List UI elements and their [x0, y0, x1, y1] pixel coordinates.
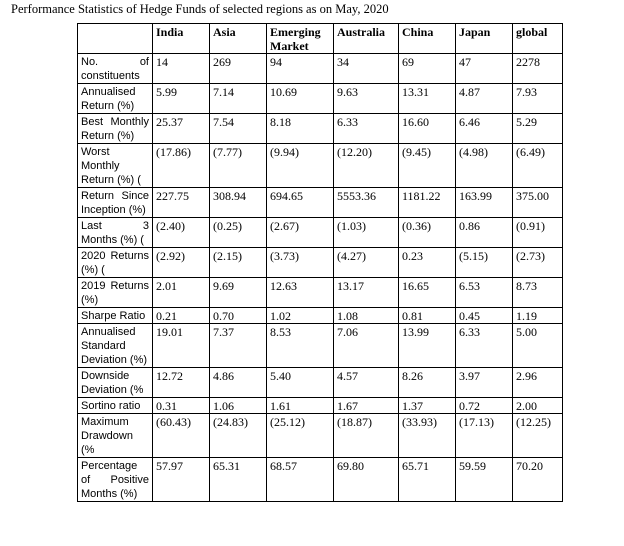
table-row — [78, 458, 563, 502]
table-cell: 0.72 — [456, 398, 513, 414]
table-cell: 227.75 — [153, 188, 210, 218]
row-label: 2020 Returns (%) ( — [78, 248, 153, 278]
table-row — [78, 278, 563, 308]
table-cell: 3.97 — [456, 368, 513, 398]
table-cell: 4.57 — [334, 368, 399, 398]
table-caption: Performance Statistics of Hedge Funds of selected regions as on May, 2020 — [11, 2, 389, 16]
table-cell: 25.37 — [153, 114, 210, 144]
table-cell: (12.20) — [334, 144, 399, 188]
table-row — [78, 114, 563, 144]
table-cell: 8.18 — [267, 114, 334, 144]
table-cell: 59.59 — [456, 458, 513, 502]
row-label: Last 3 Months (%) ( — [78, 218, 153, 248]
table-cell: 5.00 — [513, 324, 563, 368]
column-header: Japan — [456, 24, 513, 54]
table-cell: 0.81 — [399, 308, 456, 324]
table-cell: (4.98) — [456, 144, 513, 188]
table-cell: 0.70 — [210, 308, 267, 324]
table-cell: 94 — [267, 54, 334, 84]
table-cell: 694.65 — [267, 188, 334, 218]
table-cell: 5.99 — [153, 84, 210, 114]
table-cell: 69 — [399, 54, 456, 84]
table-row — [78, 54, 563, 84]
table-row — [78, 324, 563, 368]
table-cell: (0.36) — [399, 218, 456, 248]
table-cell: 34 — [334, 54, 399, 84]
table-cell: 6.53 — [456, 278, 513, 308]
table-cell: 10.69 — [267, 84, 334, 114]
column-header: Emerging Market — [267, 24, 334, 54]
table-cell: 8.26 — [399, 368, 456, 398]
column-header: global — [513, 24, 563, 54]
table-cell: (18.87) — [334, 414, 399, 458]
table-cell: 65.71 — [399, 458, 456, 502]
table-body — [78, 54, 563, 502]
table-cell: (1.03) — [334, 218, 399, 248]
column-header: India — [153, 24, 210, 54]
table-cell: 9.69 — [210, 278, 267, 308]
table-cell: (2.40) — [153, 218, 210, 248]
table-cell: (9.45) — [399, 144, 456, 188]
table-cell: 7.93 — [513, 84, 563, 114]
table-cell: 0.23 — [399, 248, 456, 278]
table-cell: 2.01 — [153, 278, 210, 308]
table-cell: (17.86) — [153, 144, 210, 188]
table-cell: 6.33 — [456, 324, 513, 368]
table-cell: 69.80 — [334, 458, 399, 502]
table-row — [78, 368, 563, 398]
table-cell: (60.43) — [153, 414, 210, 458]
table-cell: 2278 — [513, 54, 563, 84]
table-cell: 5.29 — [513, 114, 563, 144]
table-cell: 7.54 — [210, 114, 267, 144]
table-cell: 16.65 — [399, 278, 456, 308]
table-cell: (24.83) — [210, 414, 267, 458]
table-row — [78, 144, 563, 188]
table-cell: 0.31 — [153, 398, 210, 414]
row-label: Maximum Drawdown (% — [78, 414, 153, 458]
table-cell: 13.31 — [399, 84, 456, 114]
table-cell: (2.67) — [267, 218, 334, 248]
table-cell: 269 — [210, 54, 267, 84]
table-cell: 47 — [456, 54, 513, 84]
table-cell: (0.25) — [210, 218, 267, 248]
table-cell: 57.97 — [153, 458, 210, 502]
table-cell: 1.37 — [399, 398, 456, 414]
header-corner — [78, 24, 153, 54]
row-label: Annualised Return (%) — [78, 84, 153, 114]
row-label: Best Monthly Return (%) — [78, 114, 153, 144]
table-cell: 375.00 — [513, 188, 563, 218]
table-cell: 4.87 — [456, 84, 513, 114]
row-label: Annualised Standard Deviation (%) — [78, 324, 153, 368]
table-cell: 7.14 — [210, 84, 267, 114]
table-cell: 4.86 — [210, 368, 267, 398]
table-cell: 2.00 — [513, 398, 563, 414]
table-cell: 9.63 — [334, 84, 399, 114]
table-cell: 6.33 — [334, 114, 399, 144]
row-label: Sharpe Ratio — [78, 308, 153, 324]
row-label: Percentage of Positive Months (%) — [78, 458, 153, 502]
table-cell: (7.77) — [210, 144, 267, 188]
table-cell: (6.49) — [513, 144, 563, 188]
table-cell: 1.06 — [210, 398, 267, 414]
table-cell: 5553.36 — [334, 188, 399, 218]
table-cell: (9.94) — [267, 144, 334, 188]
table-cell: (33.93) — [399, 414, 456, 458]
table-cell: (2.15) — [210, 248, 267, 278]
table-cell: (12.25) — [513, 414, 563, 458]
table-cell: 308.94 — [210, 188, 267, 218]
table-row — [78, 398, 563, 414]
column-header: China — [399, 24, 456, 54]
table-cell: (17.13) — [456, 414, 513, 458]
table-cell: 14 — [153, 54, 210, 84]
table-cell: 68.57 — [267, 458, 334, 502]
table-cell: 6.46 — [456, 114, 513, 144]
row-label: No. of constituents — [78, 54, 153, 84]
table-row — [78, 218, 563, 248]
table-cell: 1.02 — [267, 308, 334, 324]
table-cell: 13.99 — [399, 324, 456, 368]
table-cell: 1.08 — [334, 308, 399, 324]
table-row — [78, 84, 563, 114]
table-cell: (2.92) — [153, 248, 210, 278]
table-cell: 1.67 — [334, 398, 399, 414]
table-cell: 163.99 — [456, 188, 513, 218]
table-cell: 12.72 — [153, 368, 210, 398]
table-cell: 5.40 — [267, 368, 334, 398]
table-cell: 70.20 — [513, 458, 563, 502]
table-cell: 0.21 — [153, 308, 210, 324]
table-cell: 16.60 — [399, 114, 456, 144]
row-label: 2019 Returns (%) — [78, 278, 153, 308]
table-cell: 0.45 — [456, 308, 513, 324]
table-cell: 2.96 — [513, 368, 563, 398]
table-cell: 12.63 — [267, 278, 334, 308]
row-label: Sortino ratio — [78, 398, 153, 414]
header-row — [78, 24, 563, 54]
table-row — [78, 188, 563, 218]
table-cell: (0.91) — [513, 218, 563, 248]
table-cell: (25.12) — [267, 414, 334, 458]
table-cell: (4.27) — [334, 248, 399, 278]
table-cell: 13.17 — [334, 278, 399, 308]
table-cell: (3.73) — [267, 248, 334, 278]
table-row — [78, 248, 563, 278]
row-label: Worst Monthly Return (%) ( — [78, 144, 153, 188]
table-cell: 1181.22 — [399, 188, 456, 218]
row-label: Return Since Inception (%) — [78, 188, 153, 218]
column-header: Australia — [334, 24, 399, 54]
table-cell: (2.73) — [513, 248, 563, 278]
table-row — [78, 308, 563, 324]
row-label: Downside Deviation (% — [78, 368, 153, 398]
table-cell: 1.19 — [513, 308, 563, 324]
table-cell: 65.31 — [210, 458, 267, 502]
table-cell: 8.53 — [267, 324, 334, 368]
table-cell: (5.15) — [456, 248, 513, 278]
table-cell: 19.01 — [153, 324, 210, 368]
column-header: Asia — [210, 24, 267, 54]
table-cell: 0.86 — [456, 218, 513, 248]
table-row — [78, 414, 563, 458]
table-cell: 1.61 — [267, 398, 334, 414]
table-cell: 7.06 — [334, 324, 399, 368]
table-cell: 7.37 — [210, 324, 267, 368]
performance-table — [77, 23, 563, 502]
table-cell: 8.73 — [513, 278, 563, 308]
